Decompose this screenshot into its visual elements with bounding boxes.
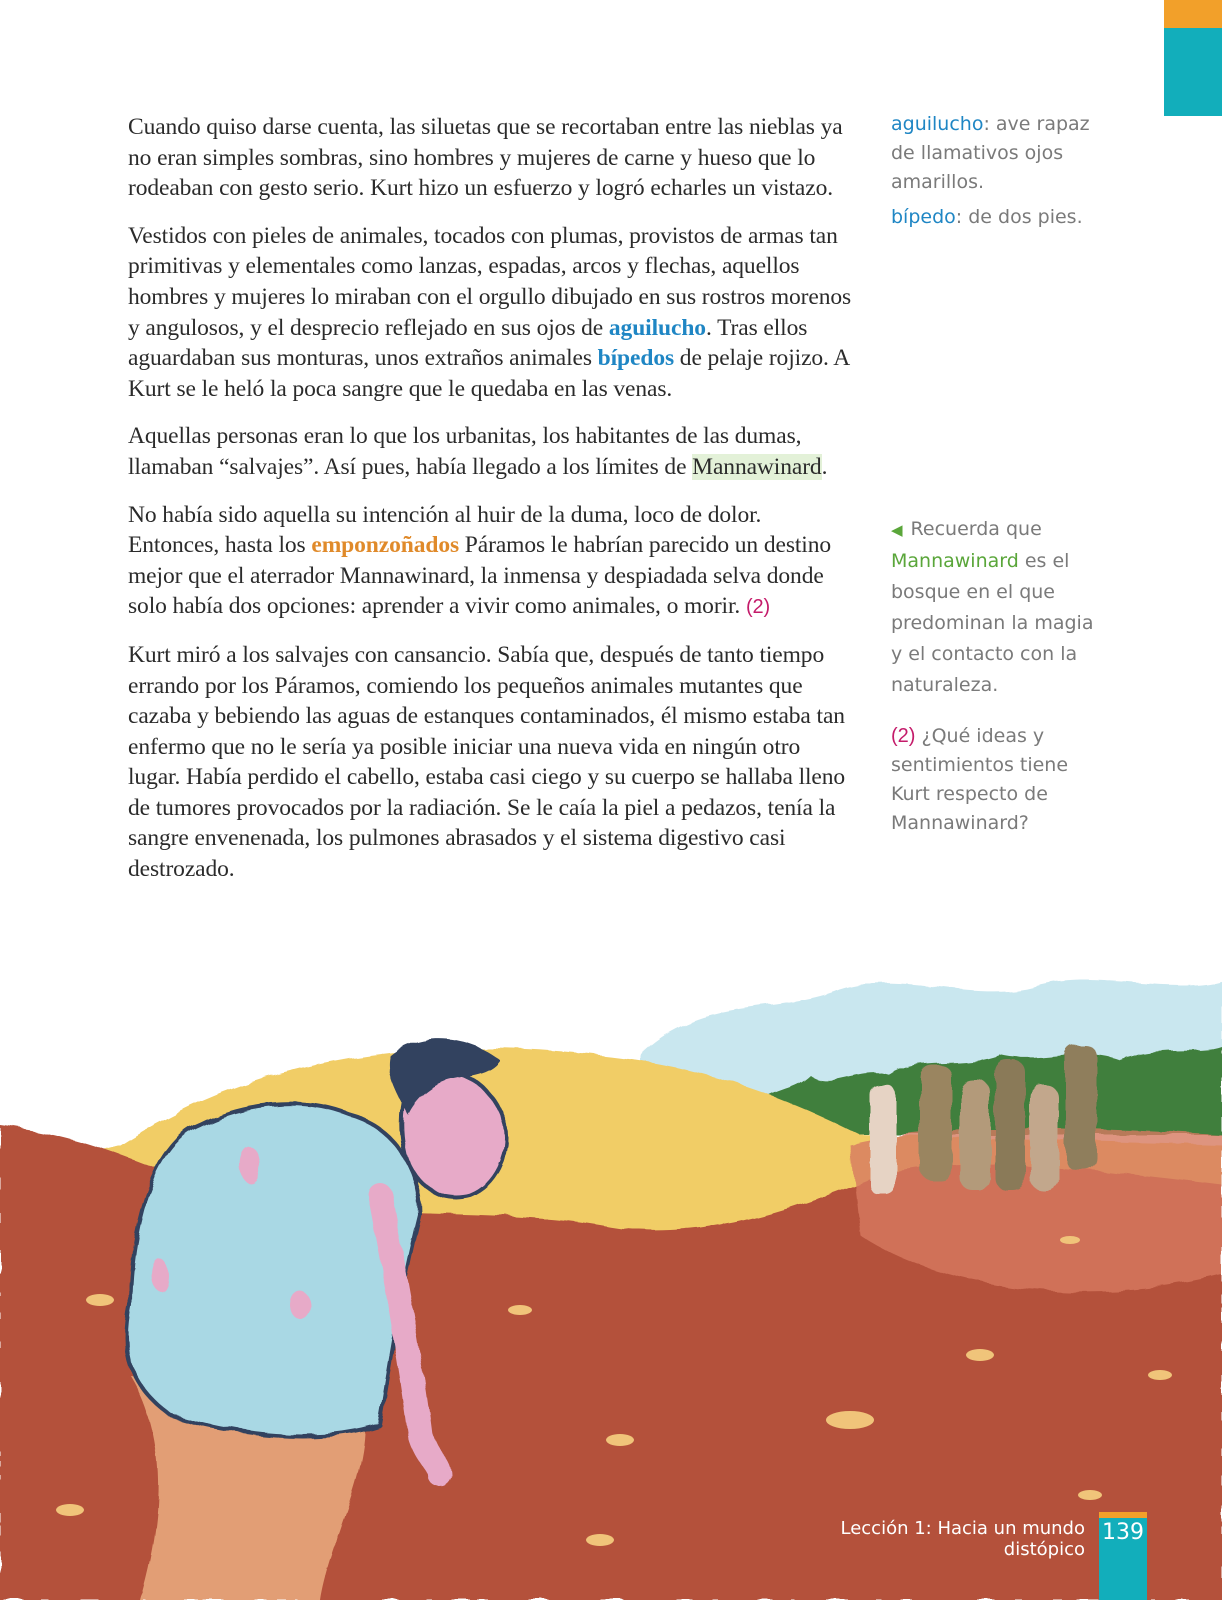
highlighted-word-mannawinard: Mannawinard (692, 453, 822, 480)
highlighted-word-emponzonados: emponzoñados (311, 532, 460, 559)
glossary-link-aguilucho: aguilucho (608, 314, 706, 341)
triangle-left-icon: ◀ (891, 521, 903, 539)
paragraph-2: Vestidos con pieles de animales, tocados con plumas, provistos de armas tan primitivas y elementales como lanzas, espadas, arcos y flechas, aquellos hombres y mujeres lo miraban con el orgullo dibujado en sus rostros morenos y angulosos, y el desprecio reflejado en sus ojos de aguilucho. Tras ellos aguardaban sus monturas, unos extraños animales bípedos de pelaje rojizo. A Kurt se le heló la poca sangre que le quedaba en las venas. (128, 222, 852, 402)
story-text (128, 112, 853, 902)
paragraph-3: Aquellas personas eran lo que los urbanitas, los habitantes de las dumas, llamaban “salvajes”. Así pues, había llegado a los límites de Mannawinard. (128, 423, 828, 480)
glossary-term: bípedo (891, 206, 956, 228)
page-number: 139 (1102, 1520, 1144, 1545)
reminder-note: ◀ Recuerda que Mannawinard es el bosque en el que predominan la magia y el contacto con la naturaleza. (891, 518, 1094, 696)
glossary-entry (891, 110, 1106, 197)
glossary-term: aguilucho (891, 113, 984, 135)
story-illustration (0, 975, 1222, 1600)
paragraph-4: No había sido aquella su intención al huir de la duma, loco de dolor. Entonces, hasta los emponzoñados Páramos le habrían parecido un destino mejor que el aterrador Mannawinard, la inmensa y despiadada selva donde solo había dos opciones: aprender a vivir como animales, o morir. (2) (128, 501, 832, 620)
glossary-entry (891, 203, 1106, 232)
lesson-footer: Lección 1: Hacia un mundo distópico (840, 1518, 1085, 1560)
glossary-definition: : de dos pies. (955, 206, 1083, 228)
paragraph-1: Cuando quiso darse cuenta, las siluetas que se recortaban entre las nieblas ya no eran simples sombras, sino hombres y mujeres de carne y hueso que lo rodeaban con gesto serio. Kurt hizo un esfuerzo y logró echarles un vistazo. (128, 114, 843, 202)
note-highlight: Mannawinard (891, 550, 1019, 572)
comprehension-question: (2) ¿Qué ideas y sentimientos tiene Kurt respecto de Mannawinard? (891, 725, 1069, 834)
question-number: (2) (891, 725, 916, 747)
corner-tab-orange (1164, 0, 1222, 28)
glossary-definition: : ave rapaz de llamativos ojos amarillos. (891, 113, 1090, 193)
question-reference: (2) (745, 596, 771, 619)
kurt-shirt (126, 1104, 420, 1436)
glossary-link-bipedos: bípedos (597, 345, 675, 372)
corner-tab-teal (1164, 28, 1222, 116)
glossary (891, 110, 1106, 238)
page-number-accent (1099, 1512, 1147, 1518)
paragraph-5: Kurt miró a los salvajes con cansancio. Sabía que, después de tanto tiempo errando por los Páramos, comiendo los pequeños animales mutantes que cazaba y bebiendo las aguas de estanques contaminados, él mismo estaba tan enfermo que no le sería ya posible iniciar una nueva vida en ningún otro lugar. Había perdido el cabello, estaba casi ciego y su cuerpo se hallaba lleno de tumores provocados por la radiación. Se le caía la piel a pedazos, tenía la sangre envenenada, los pulmones abrasados y el sistema digestivo casi destrozado. (128, 641, 846, 883)
